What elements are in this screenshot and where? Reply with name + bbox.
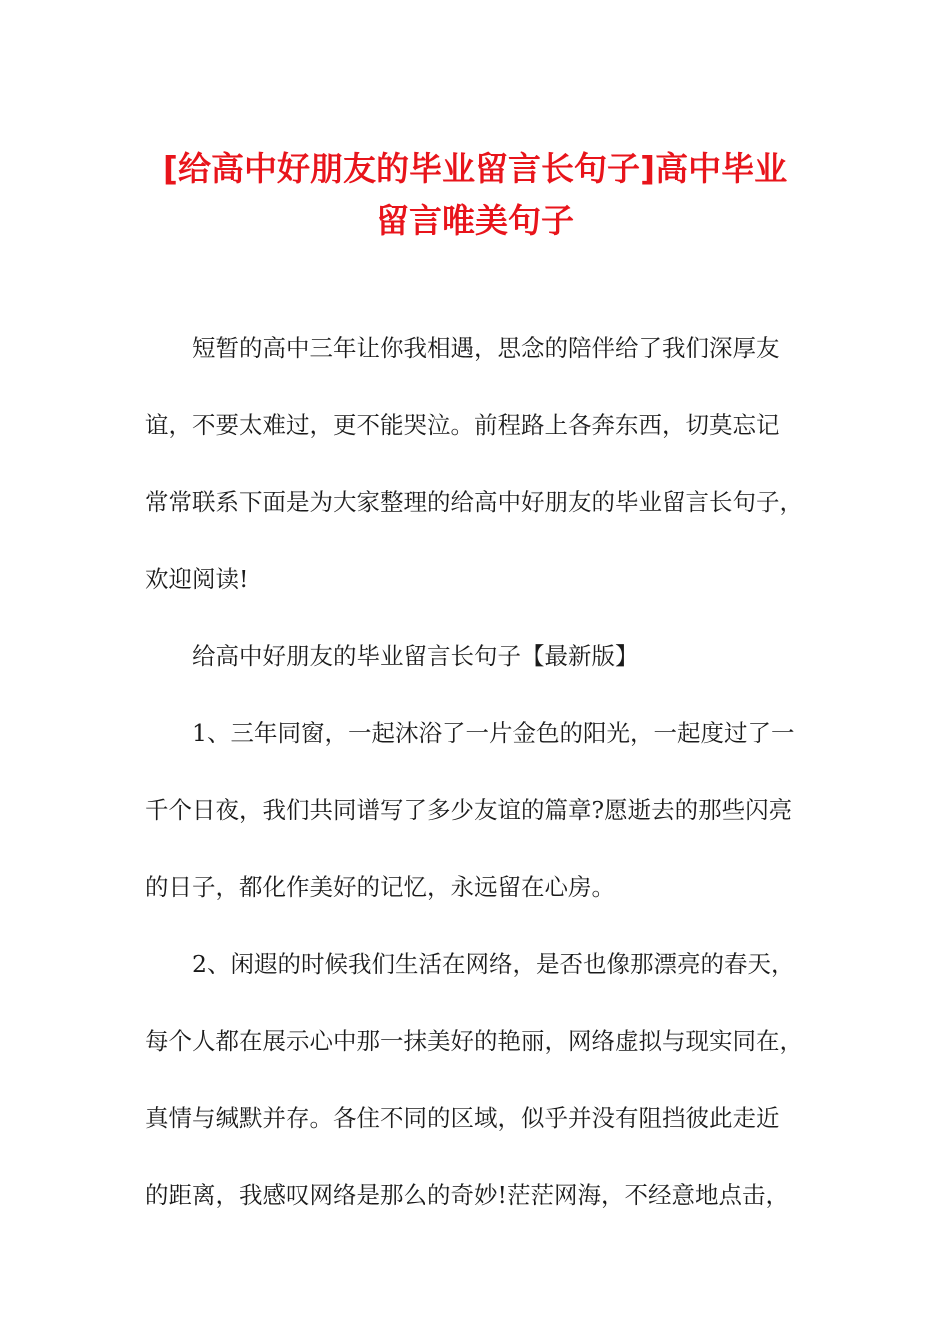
paragraph-line: 谊，不要太难过，更不能哭泣。前程路上各奔东西，切莫忘记: [145, 411, 780, 439]
document-body: [145, 326, 805, 1250]
title-line-2: 留言唯美句子: [376, 201, 574, 240]
paragraph-line: 的日子，都化作美好的记忆，永远留在心房。: [145, 873, 615, 901]
section-heading: 给高中好朋友的毕业留言长句子【最新版】: [192, 642, 639, 670]
paragraph-line: 常常联系下面是为大家整理的给高中好朋友的毕业留言长句子，: [145, 488, 803, 516]
paragraph-line: 1、三年同窗，一起沐浴了一片金色的阳光，一起度过了一: [192, 719, 795, 747]
paragraph-line: 千个日夜，我们共同谱写了多少友谊的篇章?愿逝去的那些闪亮: [145, 796, 793, 824]
document-title: [100, 143, 850, 247]
paragraph-line: 2、闲遐的时候我们生活在网络，是否也像那漂亮的春天，: [192, 950, 795, 978]
title-line-1: [给高中好朋友的毕业留言长句子]高中毕业: [162, 149, 788, 188]
paragraph-line: 每个人都在展示心中那一抹美好的艳丽，网络虚拟与现实同在，: [145, 1027, 803, 1055]
paragraph-line: 欢迎阅读!: [145, 565, 249, 593]
paragraph-line: 真情与缄默并存。各住不同的区域，似乎并没有阻挡彼此走近: [145, 1104, 780, 1132]
paragraph-line: 的距离，我感叹网络是那么的奇妙!茫茫网海，不经意地点击，: [145, 1181, 789, 1209]
paragraph-line: 短暂的高中三年让你我相遇，思念的陪伴给了我们深厚友: [192, 334, 780, 362]
